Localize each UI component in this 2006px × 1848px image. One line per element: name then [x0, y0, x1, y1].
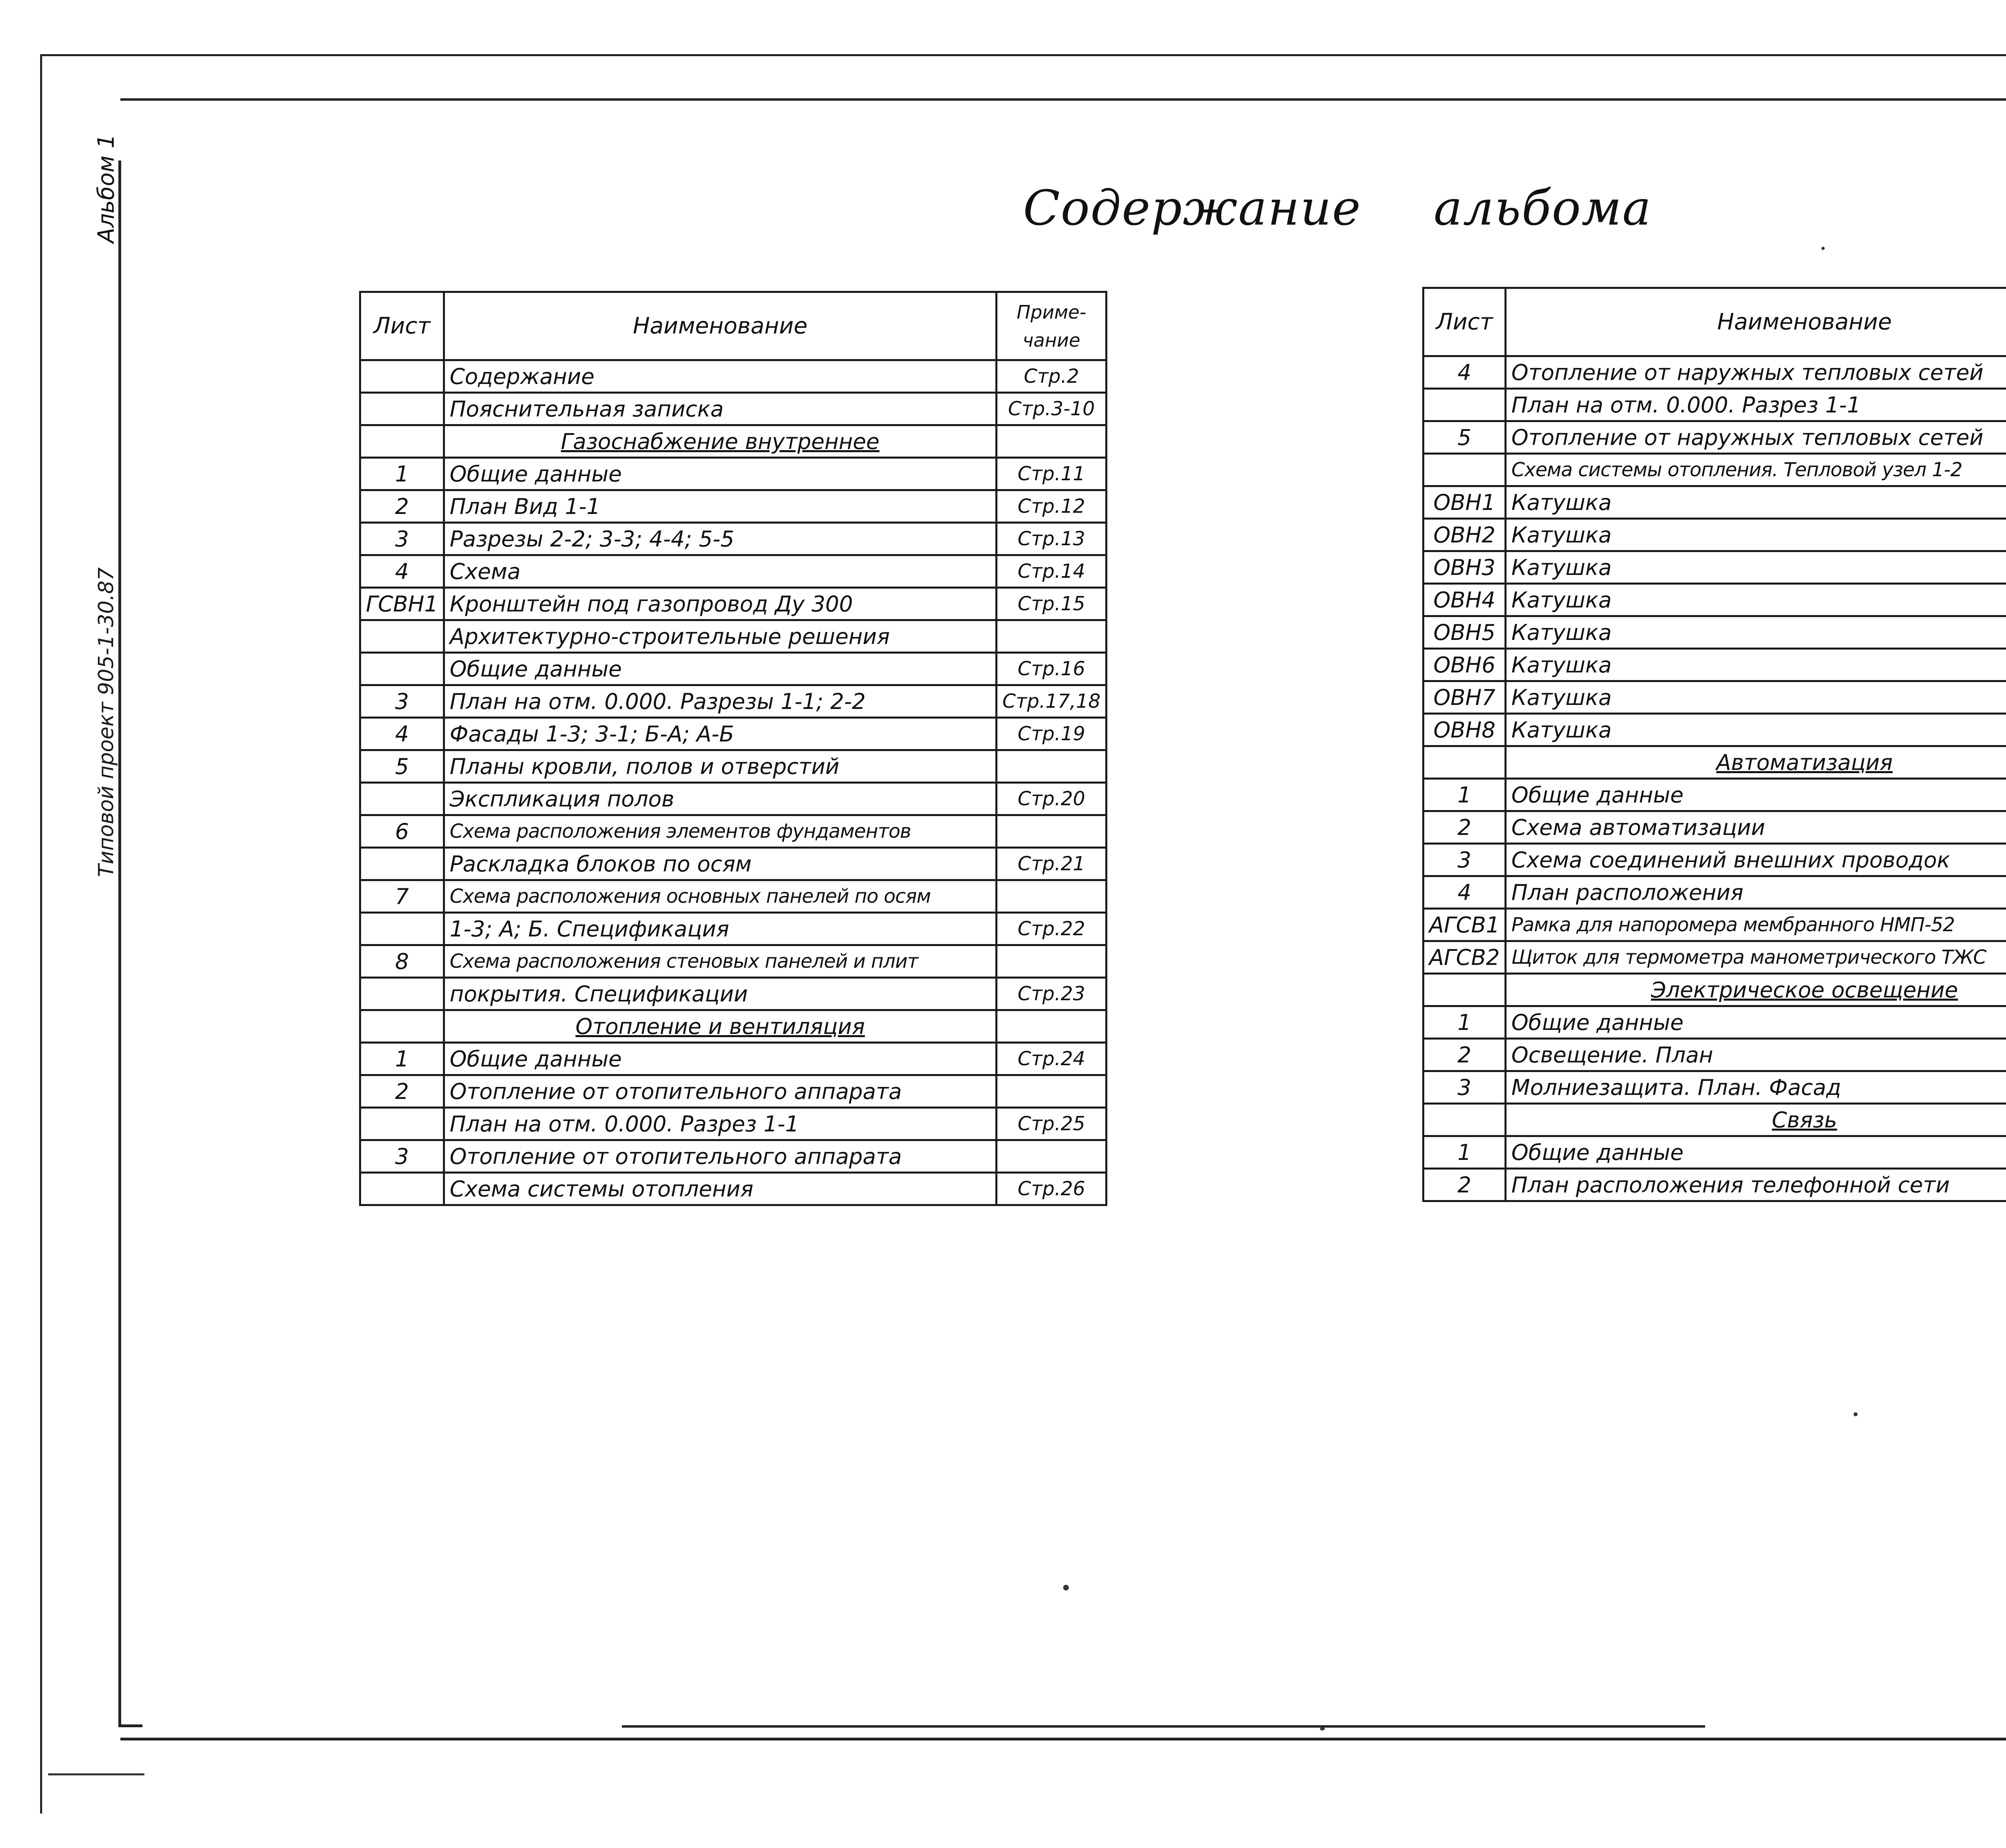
document-name: Схема системы отопления — [444, 1173, 997, 1205]
note-header: Приме-чание — [997, 292, 1107, 360]
sheet-number — [360, 1173, 444, 1205]
document-name: Катушка — [1506, 616, 2006, 649]
sheet-number — [360, 1108, 444, 1140]
document-name: Катушка — [1506, 649, 2006, 681]
page-reference — [997, 945, 1107, 978]
sheet-number: 1 — [360, 458, 444, 490]
contents-row — [1423, 1071, 2006, 1104]
sheet-number: 8 — [360, 945, 444, 978]
scan-speck — [1320, 1727, 1325, 1730]
sheet-number: ОВН3 — [1423, 551, 1506, 584]
document-name: Схема соединений внешних проводок — [1506, 844, 2006, 876]
page-reference: Стр.23 — [997, 978, 1107, 1010]
contents-row — [360, 1010, 1107, 1043]
contents-row — [1423, 584, 2006, 616]
page-reference — [997, 750, 1107, 783]
sheet-number: 5 — [360, 750, 444, 783]
contents-row — [360, 783, 1107, 815]
sheet-number: 2 — [1423, 811, 1506, 844]
contents-row — [1423, 876, 2006, 909]
contents-row — [1423, 551, 2006, 584]
document-name: Планы кровли, полов и отверстий — [444, 750, 997, 783]
section-heading: Электрическое освещение — [1506, 974, 2006, 1006]
document-name: Архитектурно-строительные решения — [444, 620, 997, 653]
sheet-number — [360, 653, 444, 685]
sheet-number — [360, 393, 444, 425]
contents-row — [1423, 1136, 2006, 1169]
page-reference: Стр.15 — [997, 588, 1107, 620]
sheet-number — [1423, 974, 1506, 1006]
page-reference: Стр.11 — [997, 458, 1107, 490]
sheet-number: 4 — [360, 555, 444, 588]
sheet-number: ОВН1 — [1423, 486, 1506, 519]
frame-left-border — [118, 160, 121, 1725]
page-reference: Стр.20 — [997, 783, 1107, 815]
contents-row — [360, 880, 1107, 913]
document-name: План расположения телефонной сети — [1506, 1169, 2006, 1201]
contents-row — [1423, 356, 2006, 389]
page-reference — [997, 1010, 1107, 1043]
document-name: Общие данные — [1506, 1136, 2006, 1169]
document-name: Отопление от наружных тепловых сетей — [1506, 421, 2006, 454]
page-title: Содержание альбома — [1023, 181, 1652, 236]
document-name: Схема автоматизации — [1506, 811, 2006, 844]
contents-row — [1423, 681, 2006, 714]
contents-row — [360, 555, 1107, 588]
contents-row — [1423, 844, 2006, 876]
sheet-number — [360, 913, 444, 945]
sheet-number: ОВН5 — [1423, 616, 1506, 649]
contents-row — [1423, 1006, 2006, 1039]
document-name: Общие данные — [1506, 1006, 2006, 1039]
sheet-number — [360, 425, 444, 458]
document-name: Экспликация полов — [444, 783, 997, 815]
page-reference: Стр.14 — [997, 555, 1107, 588]
contents-row — [1423, 974, 2006, 1006]
page-reference — [997, 1140, 1107, 1173]
cut-mark — [48, 1773, 144, 1775]
document-name: Раскладка блоков по осям — [444, 848, 997, 880]
scan-speck — [1063, 1585, 1069, 1590]
document-name: Катушка — [1506, 714, 2006, 746]
contents-row — [360, 653, 1107, 685]
sheet-number: 3 — [1423, 1071, 1506, 1104]
document-name: Отопление от наружных тепловых сетей — [1506, 356, 2006, 389]
document-name: Отопление от отопительного аппарата — [444, 1075, 997, 1108]
page-reference: Стр.25 — [997, 1108, 1107, 1140]
page-reference: Стр.16 — [997, 653, 1107, 685]
contents-row — [1423, 909, 2006, 941]
sheet-header: Лист — [1423, 288, 1506, 356]
sheet-number: 4 — [1423, 356, 1506, 389]
contents-row — [1423, 746, 2006, 779]
sheet-number: 3 — [360, 685, 444, 718]
name-header: Наименование — [444, 292, 997, 360]
album-label: Альбом 1 — [93, 134, 120, 243]
contents-row — [1423, 616, 2006, 649]
document-name: Общие данные — [444, 1043, 997, 1075]
bottom-rule — [622, 1725, 1705, 1728]
sheet-number — [360, 620, 444, 653]
document-name: Схема — [444, 555, 997, 588]
sheet-number: 2 — [360, 490, 444, 523]
contents-table-left — [359, 291, 1107, 1206]
sheet-number: 3 — [360, 1140, 444, 1173]
contents-row — [360, 490, 1107, 523]
page-reference — [997, 425, 1107, 458]
page-reference: Стр.26 — [997, 1173, 1107, 1205]
sheet-number: 3 — [360, 523, 444, 555]
sheet-number: АГСВ1 — [1423, 909, 1506, 941]
document-name: Щиток для термометра манометрического ТЖС — [1506, 941, 2006, 974]
sheet-number: 1 — [1423, 1006, 1506, 1039]
sheet-number: 2 — [1423, 1039, 1506, 1071]
contents-row — [1423, 519, 2006, 551]
contents-row — [360, 425, 1107, 458]
page-reference: Стр.19 — [997, 718, 1107, 750]
sheet-number — [1423, 389, 1506, 421]
name-header: Наименование — [1506, 288, 2006, 356]
sheet-number: 6 — [360, 815, 444, 848]
contents-row — [360, 1075, 1107, 1108]
document-name: Схема системы отопления. Тепловой узел 1-2 — [1506, 454, 2006, 486]
section-heading: Автоматизация — [1506, 746, 2006, 779]
page-reference — [997, 880, 1107, 913]
sheet-number: 3 — [1423, 844, 1506, 876]
sheet-number: ГСВН1 — [360, 588, 444, 620]
section-heading: Отопление и вентиляция — [444, 1010, 997, 1043]
document-name: Отопление от отопительного аппарата — [444, 1140, 997, 1173]
document-name: Катушка — [1506, 486, 2006, 519]
sheet-number: АГСВ2 — [1423, 941, 1506, 974]
page-reference: Стр.13 — [997, 523, 1107, 555]
document-name: Кронштейн под газопровод Ду 300 — [444, 588, 997, 620]
document-name: Катушка — [1506, 519, 2006, 551]
sheet-number: 1 — [1423, 779, 1506, 811]
sheet-number — [360, 978, 444, 1010]
page-reference: Стр.2 — [997, 360, 1107, 393]
sheet-number: 7 — [360, 880, 444, 913]
sheet-number — [360, 848, 444, 880]
contents-table-right — [1422, 287, 2006, 1202]
sheet-number: 1 — [360, 1043, 444, 1075]
sheet-number — [1423, 454, 1506, 486]
sheet-number — [360, 1010, 444, 1043]
contents-row — [360, 978, 1107, 1010]
page-reference — [997, 620, 1107, 653]
contents-row — [360, 848, 1107, 880]
document-name: Схема расположения стеновых панелей и плит — [444, 945, 997, 978]
sheet-number: 1 — [1423, 1136, 1506, 1169]
page-reference: Стр.17,18 — [997, 685, 1107, 718]
sheet-number: ОВН6 — [1423, 649, 1506, 681]
contents-row — [360, 913, 1107, 945]
contents-row — [360, 1108, 1107, 1140]
sheet-number: ОВН7 — [1423, 681, 1506, 714]
contents-row — [360, 458, 1107, 490]
document-name: План расположения — [1506, 876, 2006, 909]
document-name: Общие данные — [444, 653, 997, 685]
sheet-number: ОВН2 — [1423, 519, 1506, 551]
document-name: Катушка — [1506, 681, 2006, 714]
contents-row — [360, 815, 1107, 848]
contents-row — [360, 360, 1107, 393]
sheet-number: 2 — [360, 1075, 444, 1108]
contents-row — [1423, 486, 2006, 519]
sheet-number — [1423, 1104, 1506, 1136]
document-name: Освещение. План — [1506, 1039, 2006, 1071]
document-name: Содержание — [444, 360, 997, 393]
document-name: 1-3; А; Б. Спецификация — [444, 913, 997, 945]
contents-row — [1423, 649, 2006, 681]
sheet-header: Лист — [360, 292, 444, 360]
contents-row — [360, 620, 1107, 653]
page-reference — [997, 1075, 1107, 1108]
document-name: Общие данные — [444, 458, 997, 490]
contents-row — [360, 1140, 1107, 1173]
contents-row — [360, 523, 1107, 555]
project-stamp: Типовой проект 905-1-30.87 — [94, 567, 118, 877]
scan-speck — [1821, 247, 1825, 250]
contents-row — [1423, 1169, 2006, 1201]
sheet-number: 4 — [360, 718, 444, 750]
document-name: Катушка — [1506, 551, 2006, 584]
contents-row — [360, 588, 1107, 620]
page-reference: Стр.21 — [997, 848, 1107, 880]
contents-row — [1423, 779, 2006, 811]
document-name: План на отм. 0.000. Разрез 1-1 — [444, 1108, 997, 1140]
section-heading: Связь — [1506, 1104, 2006, 1136]
document-name: покрытия. Спецификации — [444, 978, 997, 1010]
contents-row — [1423, 421, 2006, 454]
sheet-number — [360, 783, 444, 815]
contents-row — [1423, 1104, 2006, 1136]
contents-row — [1423, 1039, 2006, 1071]
contents-row — [1423, 811, 2006, 844]
contents-row — [1423, 714, 2006, 746]
sheet-number — [1423, 746, 1506, 779]
document-name: Пояснительная записка — [444, 393, 997, 425]
document-name: План на отм. 0.000. Разрезы 1-1; 2-2 — [444, 685, 997, 718]
sheet-number: ОВН8 — [1423, 714, 1506, 746]
document-name: Молниезащита. План. Фасад — [1506, 1071, 2006, 1104]
contents-row — [360, 1043, 1107, 1075]
page-reference: Стр.3-10 — [997, 393, 1107, 425]
document-name: Катушка — [1506, 584, 2006, 616]
document-name: Схема расположения элементов фундаментов — [444, 815, 997, 848]
contents-row — [360, 750, 1107, 783]
section-heading: Газоснабжение внутреннее — [444, 425, 997, 458]
page-reference: Стр.22 — [997, 913, 1107, 945]
document-name: План на отм. 0.000. Разрез 1-1 — [1506, 389, 2006, 421]
document-name: Общие данные — [1506, 779, 2006, 811]
contents-row — [1423, 941, 2006, 974]
contents-row — [360, 718, 1107, 750]
document-name: План Вид 1-1 — [444, 490, 997, 523]
contents-row — [360, 393, 1107, 425]
contents-row — [360, 685, 1107, 718]
sheet-number: 2 — [1423, 1169, 1506, 1201]
sheet-number: ОВН4 — [1423, 584, 1506, 616]
sheet-number: 5 — [1423, 421, 1506, 454]
contents-row — [360, 1173, 1107, 1205]
page-reference: Стр.24 — [997, 1043, 1107, 1075]
sheet-number: 4 — [1423, 876, 1506, 909]
document-name: Рамка для напоромера мембранного НМП-52 — [1506, 909, 2006, 941]
page-reference: Стр.12 — [997, 490, 1107, 523]
page-reference — [997, 815, 1107, 848]
scan-speck — [1854, 1412, 1858, 1416]
sheet-number — [360, 360, 444, 393]
contents-row — [1423, 454, 2006, 486]
contents-row — [1423, 389, 2006, 421]
document-name: Схема расположения основных панелей по осям — [444, 880, 997, 913]
document-name: Фасады 1-3; 3-1; Б-А; А-Б — [444, 718, 997, 750]
frame-corner-mark — [118, 1724, 142, 1727]
contents-row — [360, 945, 1107, 978]
document-name: Разрезы 2-2; 3-3; 4-4; 5-5 — [444, 523, 997, 555]
